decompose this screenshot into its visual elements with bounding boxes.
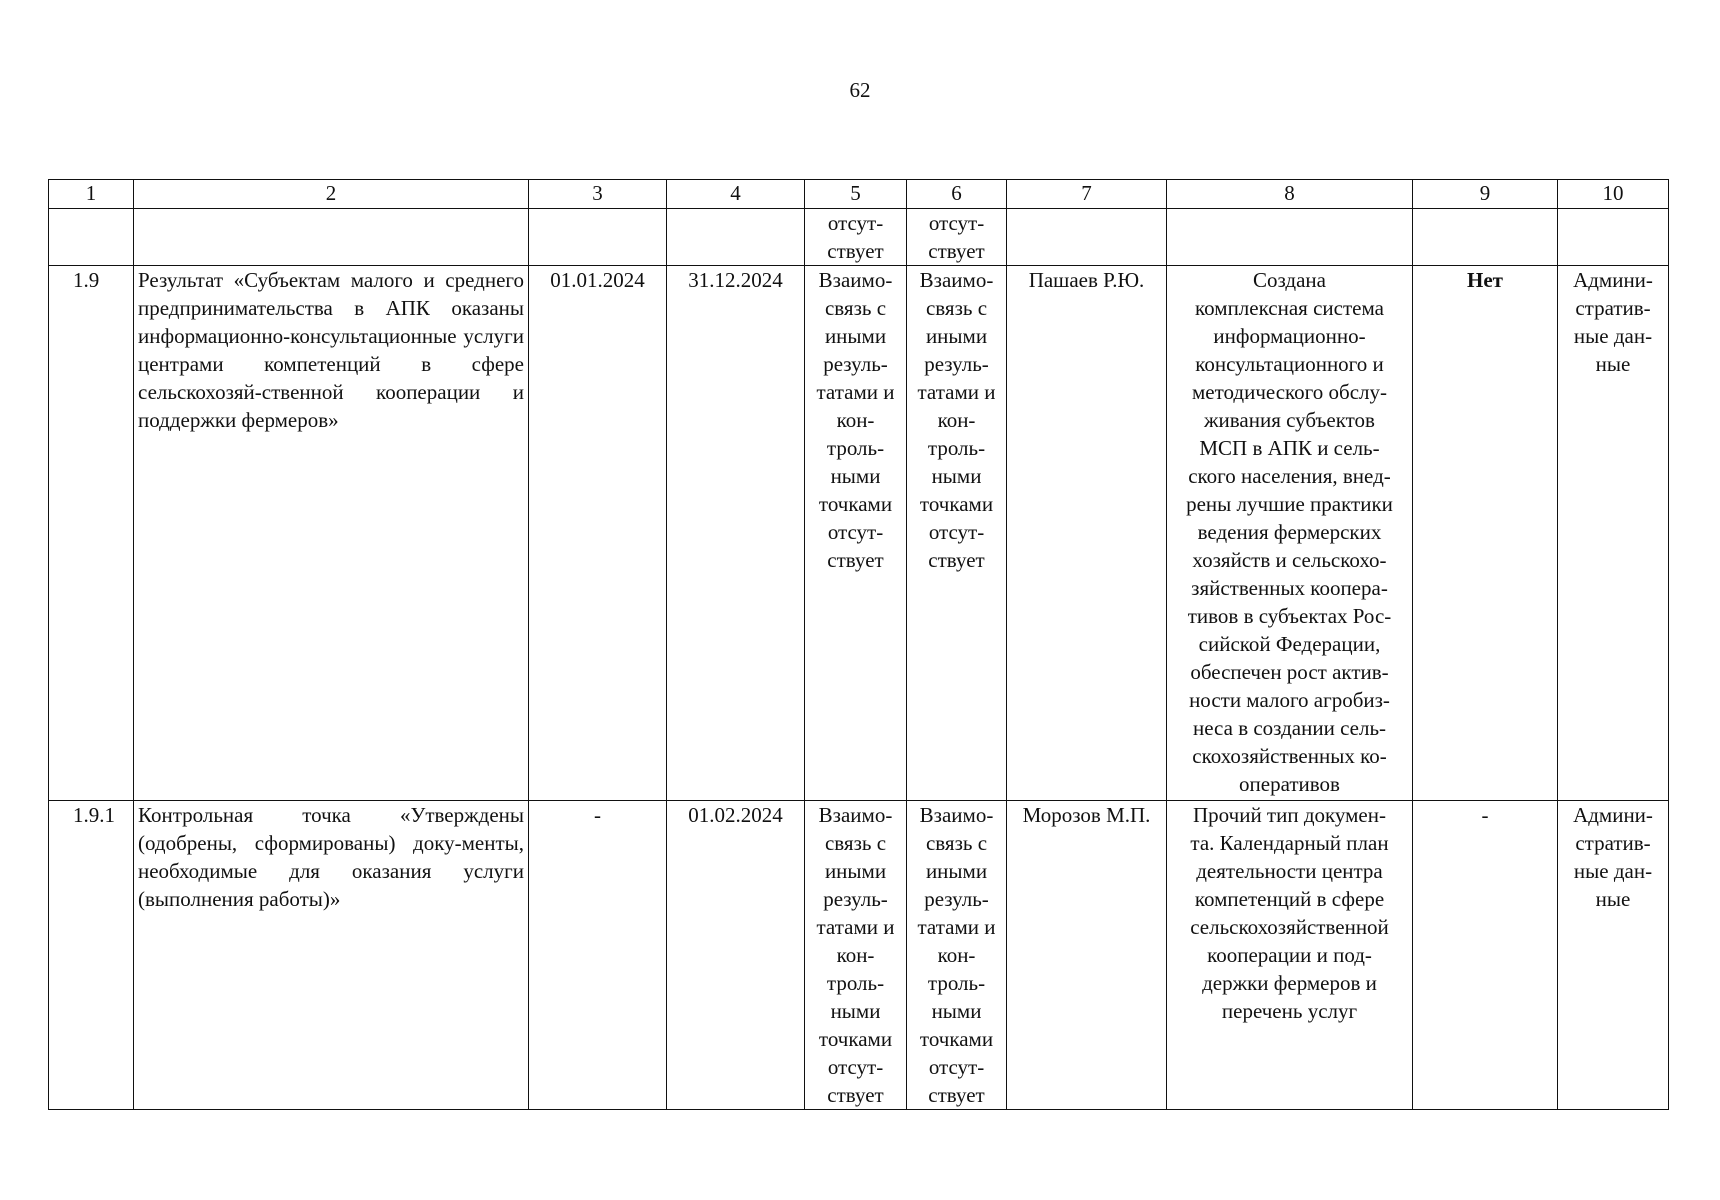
start-date: 01.01.2024 (529, 266, 667, 801)
column-header: 3 (529, 180, 667, 209)
row-number: 1.9 (49, 266, 134, 801)
table-cell (49, 209, 134, 266)
column-header: 2 (134, 180, 529, 209)
table-cell (529, 209, 667, 266)
responsible-person: Пашаев Р.Ю. (1007, 266, 1167, 801)
table-row (49, 266, 1669, 801)
column-9-value: - (1413, 801, 1558, 1110)
row-number: 1.9.1 (49, 801, 134, 1110)
row-name: Контрольная точка «Утверждены (одобрены, сформированы) доку-менты, необходимые для оказания услуги (выполнения работы)» (134, 801, 529, 1110)
relation-cell: Взаимо- связь с иными резуль- татами и кон- троль- ными точками отсут- ствует (907, 801, 1007, 1110)
table-cell (667, 209, 805, 266)
result-description: Создана комплексная система информационно- консультационного и методического обслу- живания субъектов МСП в АПК и сель- ского населения, внед- рены лучшие практики ведения фермерских хозяйств и сельскохо- зяйственных коопера- тивов в субъектах Рос- сийской Федерации, обеспечен рост актив- ности малого агробиз- неса в создании сель- скохозяйственных ко- оперативов (1167, 266, 1413, 801)
relation-cell: Взаимо- связь с иными резуль- татами и кон- троль- ными точками отсут- ствует (805, 801, 907, 1110)
continuation-row (49, 209, 1669, 266)
relation-cell: отсут- ствует (805, 209, 907, 266)
table-cell (1558, 209, 1669, 266)
column-header: 10 (1558, 180, 1669, 209)
column-number-row (49, 180, 1669, 209)
data-source: Админи- стратив- ные дан- ные (1558, 801, 1669, 1110)
table-cell (1167, 209, 1413, 266)
column-header: 8 (1167, 180, 1413, 209)
data-source: Админи- стратив- ные дан- ные (1558, 266, 1669, 801)
responsible-person: Морозов М.П. (1007, 801, 1167, 1110)
table-cell (1413, 209, 1558, 266)
results-table (48, 179, 1669, 1110)
relation-cell: отсут- ствует (907, 209, 1007, 266)
table-cell (134, 209, 529, 266)
table-row (49, 801, 1669, 1110)
start-date: - (529, 801, 667, 1110)
row-name: Результат «Субъектам малого и среднего предпринимательства в АПК оказаны информационно-консультационные услуги центрами компетенций в сфере сельскохозяй-ственной кооперации и поддержки фермеров» (134, 266, 529, 801)
column-header: 9 (1413, 180, 1558, 209)
column-header: 7 (1007, 180, 1167, 209)
result-description: Прочий тип докумен- та. Календарный план деятельности центра компетенций в сфере сельскохозяйственной кооперации и под- держки фермеров и перечень услуг (1167, 801, 1413, 1110)
column-header: 4 (667, 180, 805, 209)
column-9-value: Нет (1413, 266, 1558, 801)
end-date: 31.12.2024 (667, 266, 805, 801)
page-number: 62 (849, 78, 871, 102)
column-header: 1 (49, 180, 134, 209)
column-header: 5 (805, 180, 907, 209)
relation-cell: Взаимо- связь с иными резуль- татами и кон- троль- ными точками отсут- ствует (907, 266, 1007, 801)
relation-cell: Взаимо- связь с иными резуль- татами и кон- троль- ными точками отсут- ствует (805, 266, 907, 801)
table-cell (1007, 209, 1167, 266)
column-header: 6 (907, 180, 1007, 209)
end-date: 01.02.2024 (667, 801, 805, 1110)
